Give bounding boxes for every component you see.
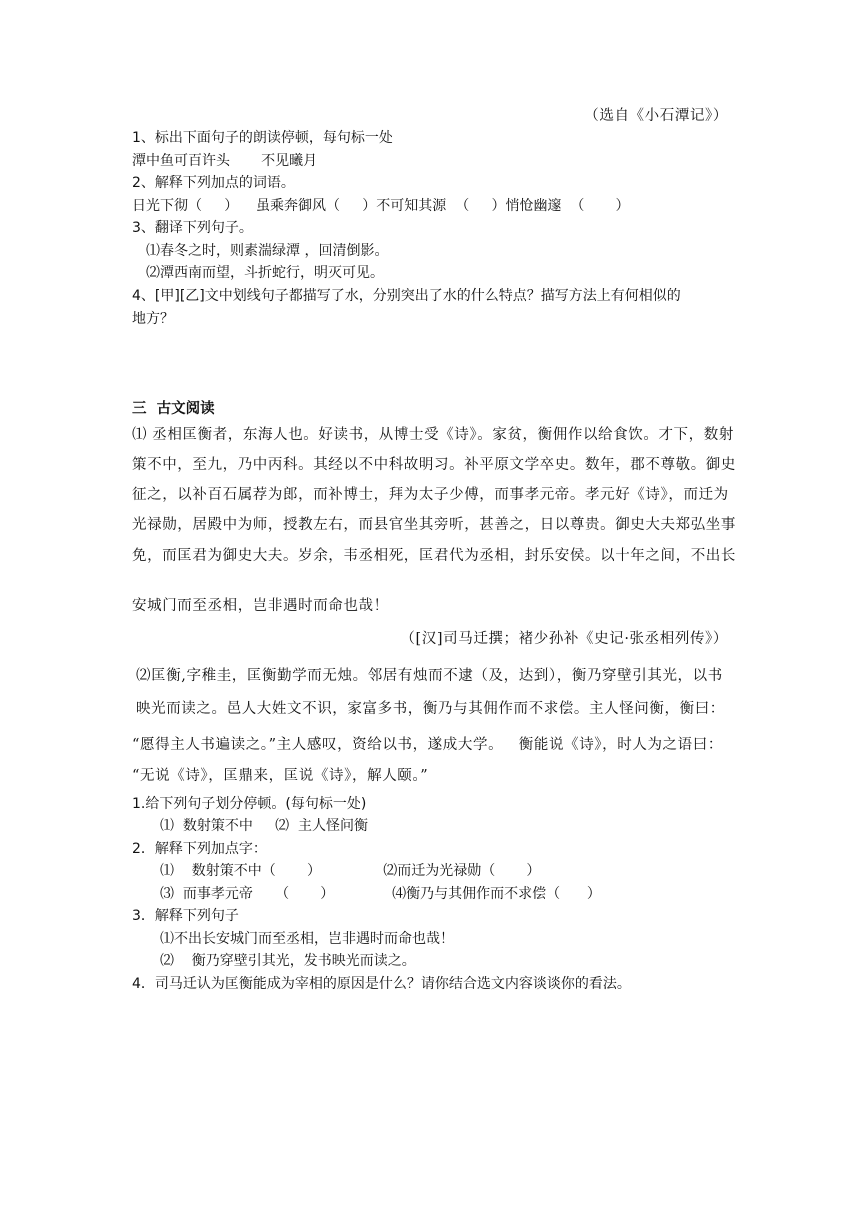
passage-2-line: “愿得主人书遍读之。”主人感叹，资给以书，遂成大学。 衡能说《诗》，时人为之语曰： xyxy=(132,737,723,753)
question-2-items: 日光下彻（ ） 虽乘奔御风（ ）不可知其源 （ ）悄怆幽邃 （ ） xyxy=(132,198,630,214)
passage-1-line: 征之，以补百石属荐为郎，而补博士，拜为太子少傅，而事孝元帝。孝元好《诗》，而迁为 xyxy=(132,487,729,503)
passage-2-line: “无说《诗》，匡鼎来，匡说《诗》，解人颐。” xyxy=(132,768,429,784)
passage-1-line: ⑴ 丞相匡衡者，东海人也。好读书，从博士受《诗》。家贫，衡佣作以给食饮。才下，数射 xyxy=(132,427,734,443)
section-heading: 三 古文阅读 xyxy=(132,401,215,417)
passage-1-line: 免，而匡君为御史大夫。岁余，韦丞相死，匡君代为丞相，封乐安侯。以十年之间，不出长 xyxy=(132,548,736,564)
question-1: 1、标出下面句子的朗读停顿，每句标一处 xyxy=(132,130,393,146)
passage-1-line: 安城门而至丞相，岂非遇时而命也哉！ xyxy=(132,598,389,614)
question-b3: 3．解释下列句子 xyxy=(132,908,239,924)
passage-1-line: 光禄勋，居殿中为师，授教左右，而县官坐其旁听，甚善之，日以尊贵。御史大夫郑弘坐事 xyxy=(132,517,736,533)
question-b2-row-2: ⑶ 而事孝元帝 （ ） ⑷衡乃与其佣作而不求偿（ ） xyxy=(160,886,601,902)
question-4-line-1: 4、[甲][乙]文中划线句子都描写了水，分别突出了水的什么特点？描写方法上有何相似的 xyxy=(132,288,681,304)
question-3-sentence-1: ⑴春冬之时，则素湍绿潭 ，回清倒影。 xyxy=(146,243,389,259)
question-b1: 1.给下列句子划分停顿。(每句标一处) xyxy=(132,796,367,812)
question-1-sentence: 潭中鱼可百许头 不见曦月 xyxy=(132,153,318,169)
question-b3-sentence-1: ⑴不出长安城门而至丞相，岂非遇时而命也哉！ xyxy=(160,931,454,947)
question-2: 2、解释下列加点的词语。 xyxy=(132,175,295,191)
question-4-line-2: 地方？ xyxy=(132,311,174,327)
source-note-shiji: （[汉]司马迁撰；褚少孙补《史记·张丞相列传》） xyxy=(400,631,728,647)
question-3: 3、翻译下列句子。 xyxy=(132,220,253,236)
passage-2-line: ⑵匡衡,字稚圭，匡衡勤学而无烛。邻居有烛而不逮（及，达到），衡乃穿壁引其光，以书 xyxy=(136,668,723,684)
question-b4: 4．司马迁认为匡衡能成为宰相的原因是什么？请你结合选文内容谈谈你的看法。 xyxy=(132,976,631,992)
question-b1-items: ⑴ 数射策不中 ⑵ 主人怪问衡 xyxy=(160,818,369,834)
passage-1-line: 策不中，至九，乃中丙科。其经以不中科故明习。补平原文学卒史。数年，郡不尊敬。御史 xyxy=(132,457,736,473)
source-note-xiaoshitanji: （选自《小石潭记》） xyxy=(584,108,728,124)
passage-2-line: 映光而读之。邑人大姓文不识，家富多书，衡乃与其佣作而不求偿。主人怪问衡，衡曰： xyxy=(136,701,725,717)
question-b3-sentence-2: ⑵ 衡乃穿壁引其光，发书映光而读之。 xyxy=(160,953,416,969)
question-3-sentence-2: ⑵潭西南而望，斗折蛇行，明灭可见。 xyxy=(146,265,384,281)
question-b2-row-1: ⑴ 数射策不中（ ） ⑵而迁为光禄勋（ ） xyxy=(160,863,541,879)
question-b2: 2．解释下列加点字： xyxy=(132,841,267,857)
